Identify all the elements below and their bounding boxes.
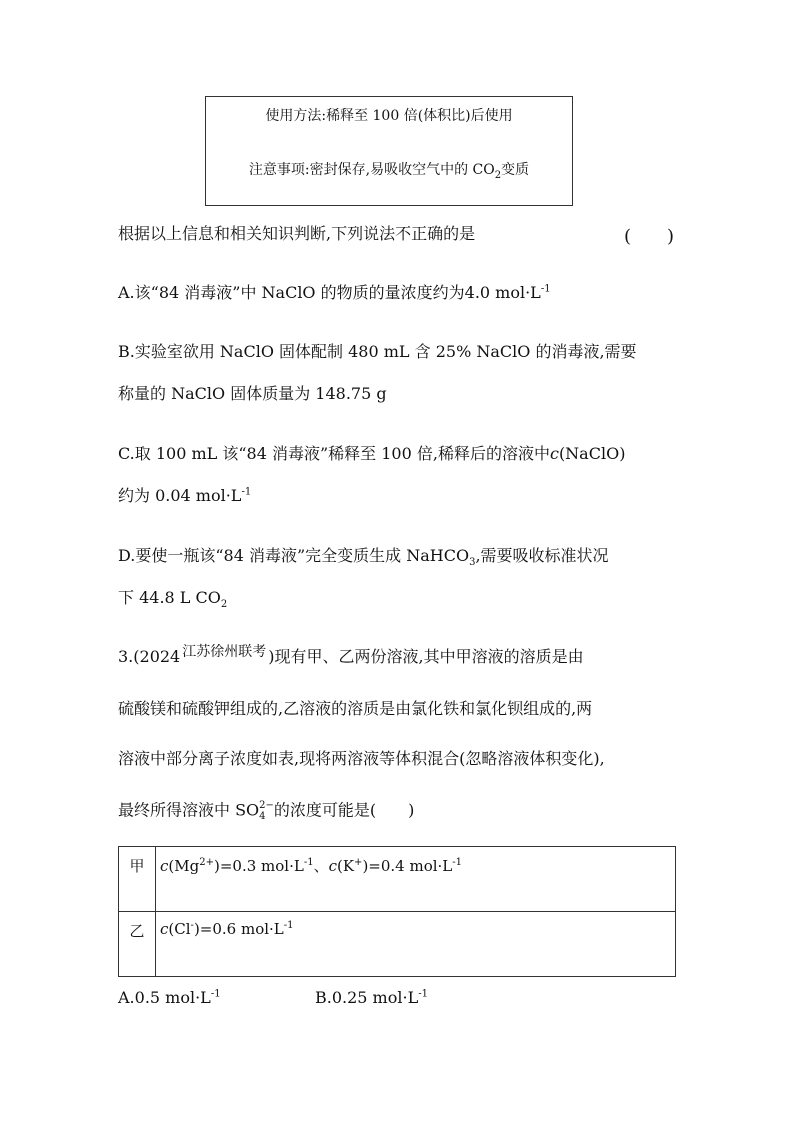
option-b-line2: 称量的 NaClO 固体质量为 148.75 g [118,384,387,403]
question-3-line1: 3.(2024 江苏徐州联考 )现有甲、乙两份溶液,其中甲溶液的溶质是由 [118,644,584,666]
question-2-stem: 根据以上信息和相关知识判断,下列说法不正确的是 [118,224,476,243]
option-c-line2: 约为 0.04 $mol\cdot L^{-1}$ [118,486,252,505]
row-label-yi: 乙 [119,912,156,977]
row-yi-concentrations: c(Cl-)=0.6 $mol\cdot L^{-1}$ [156,912,676,977]
question-3-line3: 溶液中部分离子浓度如表,现将两溶液等体积混合(忽略溶液体积变化), [118,749,605,768]
row-jia-concentrations: $c(Mg^{2+})=0.3$ $mol\cdot L^{-1}$、c(K+)=0.4 $mol\cdot L^{-1}$ [156,847,676,912]
row-label-jia: 甲 [119,847,156,912]
option-c-line1: C.取 100 mL 该“84 消毒液”稀释至 100 倍,稀释后的溶液中c(NaClO) [118,444,626,463]
q3-option-b: B.0.25 $mol\cdot L^{-1}$ [315,988,428,1007]
usage-notice-box [205,96,573,206]
answer-paren: ( ) [624,226,675,247]
ion-concentration-table [118,846,676,977]
table-row [119,847,676,912]
question-3-line2: 硫酸镁和硫酸钾组成的,乙溶液的溶质是由氯化铁和氯化钡组成的,两 [118,699,593,718]
precaution-text: 注意事项:密封保存,易吸收空气中的 $CO_2$变质 [248,162,530,181]
usage-method-text: 使用方法:稀释至 100 倍(体积比)后使用 [265,108,513,124]
question-source: 江苏徐州联考 [182,644,267,660]
option-d-line2: 下 44.8 L $CO_2$ [118,588,228,611]
option-b-line1: B.实验室欲用 NaClO 固体配制 480 mL 含 25% NaClO 的消毒液,需要 [118,342,637,361]
option-d-line1: D.要使一瓶该“84 消毒液”完全变质生成 NaHCO$_3$,需要吸收标准状况 [118,546,609,569]
option-a: A.该“84 消毒液”中 NaClO 的物质的量浓度约为4.0 $mol\cdot L^{-1}$ [118,283,551,302]
table-row [119,912,676,977]
question-3-line4: 最终所得溶液中 SO 2− 4 的浓度可能是( ) [118,800,415,822]
q3-option-a: A.0.5 $mol\cdot L^{-1}$ [118,988,221,1007]
